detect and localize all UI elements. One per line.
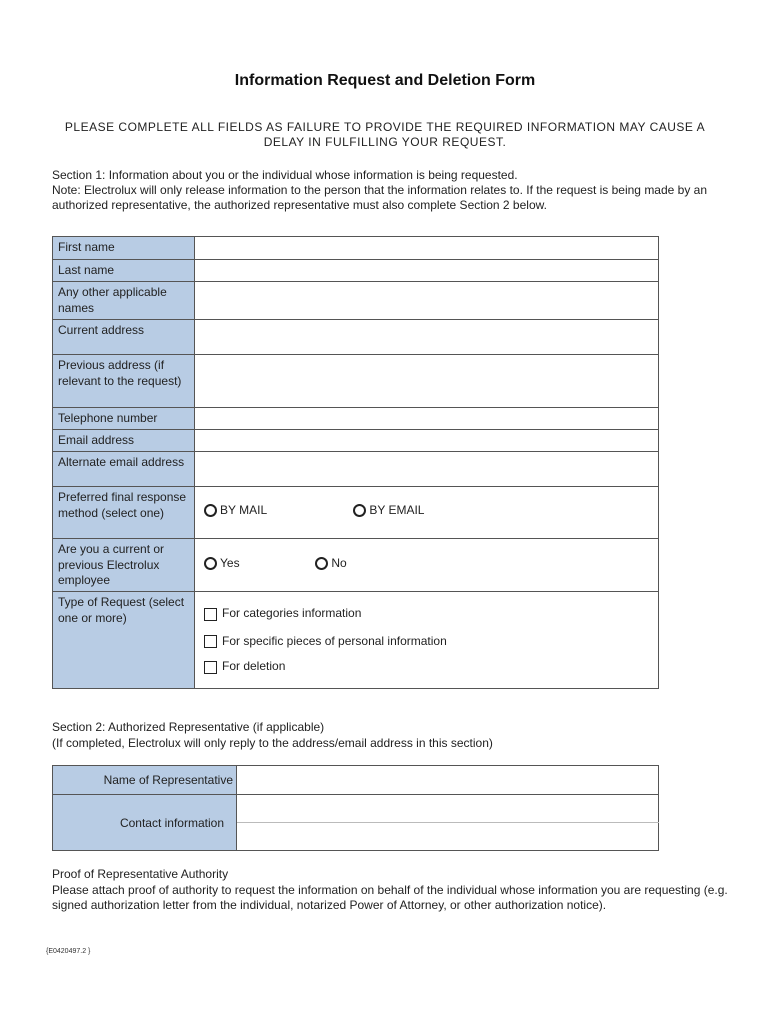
section-2-intro — [52, 719, 717, 751]
no-label: No — [331, 555, 347, 570]
current-address-label: Current address — [53, 320, 195, 355]
deletion-option[interactable] — [204, 655, 653, 679]
no-option[interactable] — [315, 556, 346, 572]
telephone-label: Telephone number — [53, 408, 195, 430]
specific-option[interactable] — [204, 628, 653, 655]
contact-info-field-2[interactable] — [237, 823, 659, 851]
last-name-field[interactable] — [195, 260, 659, 282]
other-names-field[interactable] — [195, 282, 659, 320]
contact-info-field-1[interactable] — [237, 795, 659, 823]
deletion-checkbox-icon[interactable] — [204, 661, 217, 674]
first-name-field[interactable] — [195, 237, 659, 260]
rep-name-field[interactable] — [237, 766, 659, 795]
section-1-intro — [52, 168, 717, 213]
by-mail-label: BY MAIL — [220, 503, 268, 518]
by-email-radio-icon[interactable] — [353, 504, 366, 517]
response-method-label: Preferred final response method (select one) — [53, 487, 195, 539]
form-title: Information Request and Deletion Form — [234, 72, 536, 89]
contact-info-label: Contact information — [53, 795, 237, 851]
previous-address-label: Previous address (if relevant to the request) — [53, 355, 195, 408]
by-email-option[interactable] — [353, 503, 424, 519]
by-mail-option[interactable] — [204, 503, 350, 519]
section-2-note: (If completed, Electrolux will only reply to the address/email address in this section) — [52, 736, 493, 750]
employee-label: Are you a current or previous Electrolux employee — [53, 539, 195, 592]
yes-option[interactable] — [204, 556, 312, 572]
proof-section — [52, 867, 732, 914]
yes-radio-icon[interactable] — [204, 557, 217, 570]
yes-label: Yes — [220, 555, 240, 570]
employee-options — [195, 539, 659, 592]
proof-text: Please attach proof of authority to request the information on behalf of the individual whose information you are requesting (e.g. signed authorization letter from the individual, notarized Power of Attorney, or other authorization notice). — [52, 882, 728, 912]
telephone-field[interactable] — [195, 408, 659, 430]
response-method-options — [195, 487, 659, 539]
current-address-field[interactable] — [195, 320, 659, 355]
section-1-heading: Section 1: Information about you or the individual whose information is being requested. — [52, 168, 518, 182]
specific-label: For specific pieces of personal information — [222, 633, 447, 648]
section-1-note: Note: Electrolux will only release information to the person that the information relates to. If the request is being made by an authorized representative, the authorized representative must also complete Section 2 below. — [52, 183, 708, 212]
alt-email-field[interactable] — [195, 452, 659, 487]
required-notice: PLEASE COMPLETE ALL FIELDS AS FAILURE TO PROVIDE THE REQUIRED INFORMATION MAY CAUSE A DELAY IN FULFILLING YOUR REQUEST. — [64, 120, 706, 149]
proof-heading: Proof of Representative Authority — [52, 867, 229, 881]
specific-checkbox-icon[interactable] — [204, 635, 217, 648]
first-name-label: First name — [53, 237, 195, 260]
previous-address-field[interactable] — [195, 355, 659, 408]
request-type-label: Type of Request (select one or more) — [53, 592, 195, 689]
rep-name-label: Name of Representative — [53, 766, 237, 795]
alt-email-label: Alternate email address — [53, 452, 195, 487]
last-name-label: Last name — [53, 260, 195, 282]
request-type-options — [195, 592, 659, 689]
categories-checkbox-icon[interactable] — [204, 608, 217, 621]
document-id: {E0420497.2 } — [46, 948, 91, 955]
categories-label: For categories information — [222, 606, 362, 621]
categories-option[interactable] — [204, 600, 653, 628]
by-email-label: BY EMAIL — [369, 503, 425, 518]
deletion-label: For deletion — [222, 659, 286, 674]
representative-table — [52, 765, 659, 851]
personal-info-table — [52, 236, 659, 689]
section-2-heading: Section 2: Authorized Representative (if applicable) — [52, 720, 325, 734]
email-label: Email address — [53, 430, 195, 452]
by-mail-radio-icon[interactable] — [204, 504, 217, 517]
email-field[interactable] — [195, 430, 659, 452]
other-names-label: Any other applicable names — [53, 282, 195, 320]
no-radio-icon[interactable] — [315, 557, 328, 570]
